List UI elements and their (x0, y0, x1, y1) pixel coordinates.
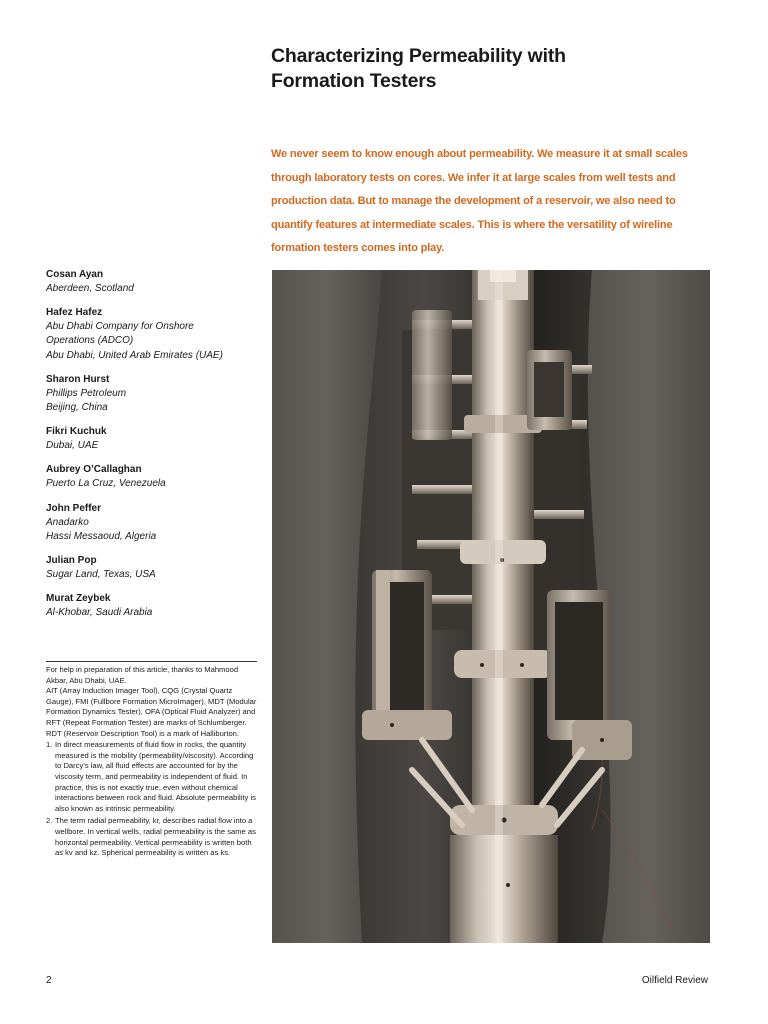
article-title-line-1: Characterizing Permeability with (271, 45, 566, 67)
author-affiliation: Dubai, UAE (46, 440, 99, 452)
author-affiliation: Beijing, China (46, 402, 108, 414)
trademark-note: AIT (Array Induction Imager Tool), CQG (Crystal Quartz Gauge), FMI (Fullbore Formation MicroImager), MDT (Modular Formation Dynamics Tester), OFA (Optical Fluid Analyzer) and RFT (Repeat Formation Tester) are marks of Schlumberger. RDT (Reservoir Description Tool) is a mark of Halliburton. (46, 686, 257, 738)
author-name: Fikri Kuchuk (46, 426, 107, 438)
author-affiliation: Abu Dhabi Company for Onshore (46, 321, 194, 333)
intro-paragraph: We never seem to know enough about permeability. We measure it at small scales through laboratory tests on cores. We infer it at large scales from well tests and production data. But to manage the development of a reservoir, we also need to quantify features at intermediate scales. This is where the versatility of wireline formation testers comes into play. (271, 148, 688, 255)
author-name: Sharon Hurst (46, 373, 110, 385)
article-title-line-2: Formation Testers (271, 70, 437, 92)
footnote-item (46, 740, 260, 814)
author-affiliation: Hassi Messaoud, Algeria (46, 530, 157, 542)
author-affiliation: Puerto La Cruz, Venezuela (46, 478, 166, 490)
acknowledgment-note: For help in preparation of this article, thanks to Mahmood Akbar, Abu Dhabi, UAE. (46, 665, 239, 685)
author-affiliation: Operations (ADCO) (46, 335, 134, 347)
footnote-item (46, 816, 260, 858)
footnote-number: 2. (46, 816, 53, 826)
author-name: Cosan Ayan (46, 269, 104, 280)
author-entry (46, 554, 261, 582)
author-entry (46, 268, 261, 296)
author-entry (46, 502, 261, 544)
footnotes-block (46, 665, 260, 861)
author-entry (46, 425, 261, 453)
author-name: Aubrey O’Callaghan (46, 464, 142, 476)
formation-tester-illustration (272, 270, 710, 943)
journal-name: Oilfield Review (641, 975, 708, 986)
footnote-number: 1. (46, 740, 53, 750)
author-entry (46, 306, 261, 363)
article-title (271, 44, 731, 94)
footnote-text: In direct measurements of fluid flow in rocks, the quantity measured is the mobility (permeability/viscosity). According to Darcy’s law, all fluid effects are accounted for by the viscosity term, and permeability is independent of fluid. In practice, this is not exactly true, even without chemical interactions between rock and fluid. Absolute permeability is also known as intrinsic permeability. (55, 740, 256, 813)
author-name: John Peffer (46, 502, 102, 514)
author-name: Murat Zeybek (46, 593, 111, 605)
author-affiliation: Anadarko (46, 516, 89, 528)
author-affiliation: Phillips Petroleum (46, 387, 127, 399)
author-name: Julian Pop (46, 555, 97, 567)
author-entry (46, 463, 261, 491)
formation-tester-photo (272, 270, 710, 943)
author-affiliation: Abu Dhabi, United Arab Emirates (UAE) (46, 349, 223, 361)
author-affiliation: Sugar Land, Texas, USA (46, 569, 156, 581)
author-name: Hafez Hafez (46, 307, 103, 319)
notes-divider (46, 661, 257, 662)
author-affiliation: Al-Khobar, Saudi Arabia (46, 607, 153, 619)
author-list (46, 268, 261, 630)
author-entry (46, 373, 261, 415)
footnote-list (46, 740, 260, 859)
footnote-text: The term radial permeability, kr, describes radial flow into a wellbore. In vertical wells, radial permeability is the same as horizontal permeability. Vertical permeability is written both as kv and kz. Spherical permeability is written as ks. (55, 816, 256, 858)
author-entry (46, 592, 261, 620)
author-affiliation: Aberdeen, Scotland (46, 283, 134, 294)
page-number: 2 (46, 975, 52, 986)
